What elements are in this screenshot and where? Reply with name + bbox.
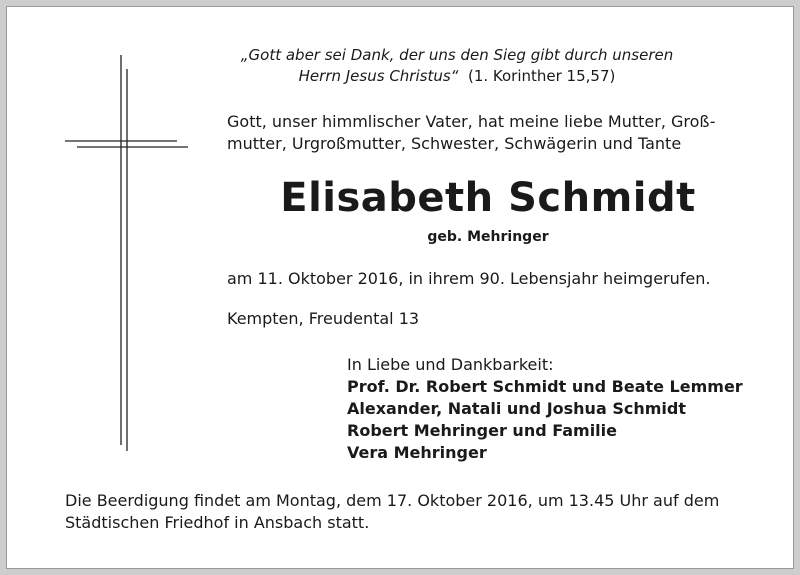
intro-line-2: mutter, Urgroßmutter, Schwester, Schwägerin und Tante xyxy=(227,134,682,153)
intro-line-1: Gott, unser himmlischer Vater, hat meine liebe Mutter, Groß- xyxy=(227,112,716,131)
cross-icon xyxy=(7,7,207,467)
quote-text: Herrn Jesus Christus“ xyxy=(298,67,459,85)
deceased-name: Elisabeth Schmidt xyxy=(280,175,696,221)
mourners-heading: In Liebe und Dankbarkeit: xyxy=(347,355,554,374)
quote-reference: (1. Korinther 15,57) xyxy=(467,67,616,85)
residence: Kempten, Freudental 13 xyxy=(227,309,420,328)
funeral-line-2: Städtischen Friedhof in Ansbach statt. xyxy=(65,513,370,532)
quote-line-1: „Gott aber sei Dank, der uns den Sieg gibt durch unseren xyxy=(240,46,674,64)
mourner-name: Vera Mehringer xyxy=(347,443,487,462)
mourner-name: Prof. Dr. Robert Schmidt und Beate Lemmer xyxy=(347,377,743,396)
funeral-line-1: Die Beerdigung findet am Montag, dem 17. Oktober 2016, um 13.45 Uhr auf dem xyxy=(65,491,720,510)
obituary-card xyxy=(6,6,794,569)
mourner-name: Robert Mehringer und Familie xyxy=(347,421,617,440)
quote-line-2 xyxy=(187,66,727,87)
mourner-name: Alexander, Natali und Joshua Schmidt xyxy=(347,399,686,418)
death-notice: am 11. Oktober 2016, in ihrem 90. Lebensjahr heimgerufen. xyxy=(227,269,711,288)
maiden-name: geb. Mehringer xyxy=(427,229,549,245)
